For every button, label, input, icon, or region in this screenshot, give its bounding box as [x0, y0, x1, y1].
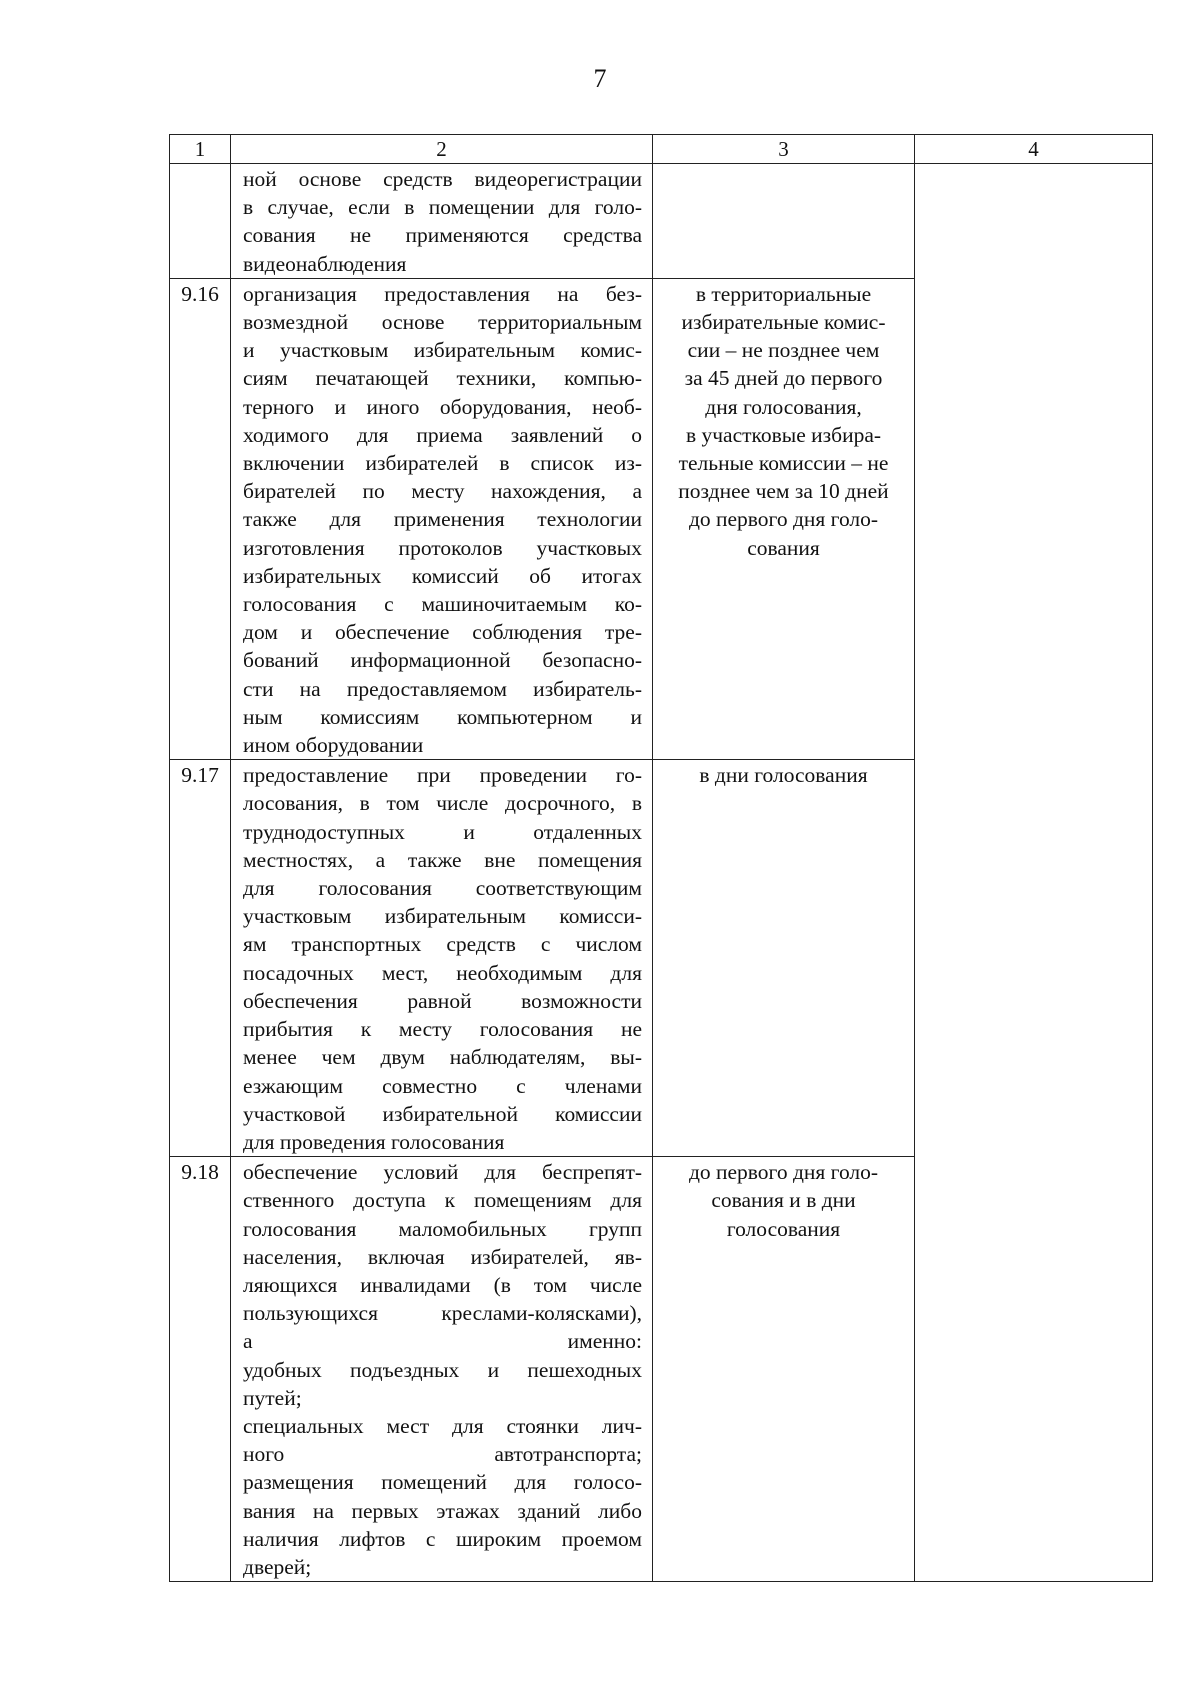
description-line: ного автотранспорта;	[243, 1442, 642, 1467]
description-line: избирательных комиссий об итогах	[243, 563, 642, 588]
description-line: бирателей по месту нахождения, а	[243, 479, 642, 504]
description-line: лосования, в том числе досрочного, в	[243, 791, 642, 816]
deadline-line: сования и в дни	[711, 1188, 856, 1213]
description-line: прибытия к месту голосования не	[243, 1017, 642, 1042]
description-line: посадочных мест, необходимым для	[243, 960, 642, 985]
item-deadline	[653, 278, 915, 759]
description-line: и участковым избирательным комис-	[243, 338, 642, 363]
item-number	[170, 164, 231, 279]
description-line: а именно:	[243, 1329, 642, 1354]
column-header-2: 2	[231, 135, 653, 164]
column-header-4: 4	[915, 135, 1153, 164]
description-line: видеонаблюдения	[243, 251, 407, 276]
description-line: наличия лифтов с широким проемом	[243, 1526, 642, 1551]
deadline-line: в территориальные	[695, 281, 872, 306]
item-number: 9.17	[170, 760, 231, 1157]
item-deadline	[653, 1157, 915, 1582]
description-line: обеспечение условий для беспрепят-	[243, 1160, 642, 1185]
description-line: возмездной основе территориальным	[243, 310, 642, 335]
deadline-line: избирательные комис-	[681, 310, 886, 335]
deadline-line: сии – не позднее чем	[687, 338, 880, 363]
table-header-row	[170, 135, 1153, 164]
deadline-line: до первого дня голо-	[688, 1160, 879, 1185]
description-line: ям транспортных средств с числом	[243, 932, 642, 957]
description-line: сования не применяются средства	[243, 223, 642, 248]
description-line: населения, включая избирателей, яв-	[243, 1244, 642, 1269]
description-line: ляющихся инвалидами (в том числе	[243, 1272, 642, 1297]
description-line: местностях, а также вне помещения	[243, 847, 642, 872]
description-line: голосования маломобильных групп	[243, 1216, 642, 1241]
schedule-table	[169, 134, 1153, 1582]
table-body	[170, 135, 1153, 1582]
description-line: менее чем двум наблюдателям, вы-	[243, 1045, 642, 1070]
column-header-1: 1	[170, 135, 231, 164]
description-line: терного и иного оборудования, необ-	[243, 394, 642, 419]
deadline-line: сования	[747, 535, 820, 560]
description-line: ственного доступа к помещениям для	[243, 1188, 642, 1213]
description-line: дверей;	[243, 1554, 312, 1579]
description-line: вания на первых этажах зданий либо	[243, 1498, 642, 1523]
deadline-line: за 45 дней до первого	[684, 366, 883, 391]
description-line: ином оборудовании	[243, 733, 424, 758]
description-line: участковой избирательной комиссии	[243, 1101, 642, 1126]
item-deadline	[653, 164, 915, 279]
description-line: ходимого для приема заявлений о	[243, 422, 642, 447]
deadline-line: до первого дня голо-	[688, 507, 879, 532]
description-line: в случае, если в помещении для голо-	[243, 195, 642, 220]
description-line: обеспечения равной возможности	[243, 988, 642, 1013]
table-row	[170, 164, 1153, 279]
description-line: голосования с машиночитаемым ко-	[243, 592, 642, 617]
description-line: ной основе средств видеорегистрации	[243, 167, 642, 191]
item-description	[231, 278, 653, 759]
deadline-line: голосования	[726, 1216, 841, 1241]
description-line: изготовления протоколов участковых	[243, 535, 642, 560]
deadline-line: в участковые избира-	[685, 422, 882, 447]
deadline-line: позднее чем за 10 дней	[678, 479, 889, 504]
item-description	[231, 760, 653, 1157]
description-line: предоставление при проведении го-	[243, 763, 642, 788]
responsible-column	[915, 164, 1153, 1582]
page-number: 7	[593, 64, 607, 93]
deadline-line: тельные комиссии – не	[678, 451, 889, 476]
description-line: езжающим совместно с членами	[243, 1073, 642, 1098]
description-line: бований информационной безопасно-	[243, 648, 642, 673]
description-line: участковым избирательным комисси-	[243, 904, 642, 929]
description-line: для голосования соответствующим	[243, 876, 642, 901]
description-line: также для применения технологии	[243, 507, 642, 532]
description-line: дом и обеспечение соблюдения тре-	[243, 620, 642, 645]
item-number: 9.16	[170, 278, 231, 759]
description-line: ным комиссиям компьютерном и	[243, 704, 642, 729]
description-line: включении избирателей в список из-	[243, 451, 642, 476]
description-line: сти на предоставляемом избиратель-	[243, 676, 642, 701]
description-line: специальных мест для стоянки лич-	[243, 1413, 642, 1438]
description-line: пользующихся креслами-колясками),	[243, 1301, 642, 1326]
deadline-line: дня голосования,	[705, 394, 862, 419]
description-line: размещения помещений для голосо-	[243, 1470, 642, 1495]
deadline-line: в дни голосования	[699, 763, 868, 788]
item-description	[231, 1157, 653, 1582]
item-description	[231, 164, 653, 279]
description-line: труднодоступных и отдаленных	[243, 819, 642, 844]
description-line: организация предоставления на без-	[243, 281, 642, 306]
item-number: 9.18	[170, 1157, 231, 1582]
description-line: удобных подъездных и пешеходных	[243, 1357, 642, 1382]
item-deadline	[653, 760, 915, 1157]
description-line: для проведения голосования	[243, 1129, 505, 1154]
column-header-3: 3	[653, 135, 915, 164]
description-line: путей;	[243, 1385, 302, 1410]
description-line: сиям печатающей техники, компью-	[243, 366, 642, 391]
